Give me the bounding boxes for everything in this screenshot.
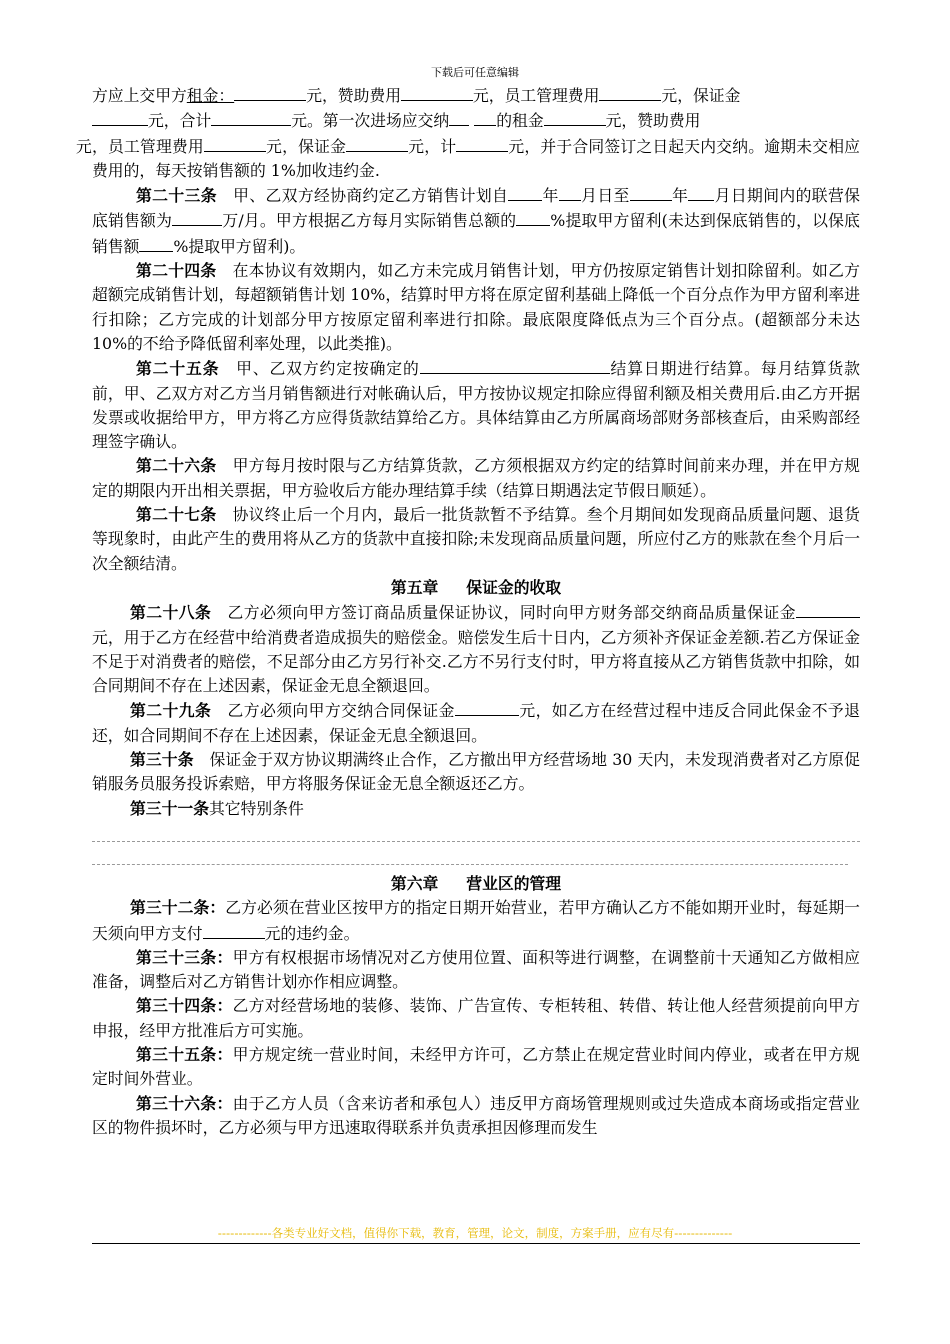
blank-field[interactable]: [234, 83, 306, 101]
blank-field[interactable]: [455, 698, 519, 716]
blank-field[interactable]: [630, 183, 672, 201]
blank-field[interactable]: [204, 134, 266, 152]
blank-field[interactable]: [544, 108, 606, 126]
blank-field[interactable]: [599, 83, 661, 101]
blank-field[interactable]: [211, 108, 291, 126]
blank-field[interactable]: [516, 208, 550, 226]
blank-field[interactable]: [559, 183, 581, 201]
article-24: 第二十四条 在本协议有效期内，如乙方未完成月销售计划，甲方仍按原定销售计划扣除留利。如乙方超额完成销售计划，每超额销售计划 10%，结算时甲方将在原定留利基础上降低一个百分点作为甲方留利率进行扣除；乙方完成的计划部分甲方按原定留利率进行扣除。最底限度降低点为三个百分点。(超额部分未达 10%的不给予降低留利率处理，以此类推)。: [92, 261, 860, 353]
page-header: 下载后可任意编辑: [431, 66, 519, 79]
article-30: 第三十条 保证金于双方协议期满终止合作，乙方撤出甲方经营场地 30 天内，未发现消费者对乙方原促销服务员服务投诉索赔，甲方将服务保证金无息全额返还乙方。: [92, 750, 860, 794]
blank-field[interactable]: [172, 208, 222, 226]
article-36: 第三十六条：由于乙方人员（含来访者和承包人）违反甲方商场管理规则或过失造成本商场或指定营业区的物件损坏时，乙方必须与甲方迅速取得联系并负责承担因修理而发生: [92, 1093, 860, 1137]
chapter-6-heading: 第六章 营业区的管理: [390, 873, 562, 893]
article-32: 第三十二条：乙方必须在营业区按甲方的指定日期开始营业，若甲方确认乙方不能如期开业时，每延期一天须向甲方支付 元的违约金。: [92, 898, 860, 943]
article-27: 第二十七条 协议终止后一个月内，最后一批货款暂不予结算。叁个月期间如发现商品质量问题、退货等现象时，由此产生的费用将从乙方的货款中直接扣除;未发现商品质量问题，所应付乙方的账款在叁个月后一次全额结清。: [92, 505, 860, 573]
article-33: 第三十三条：甲方有权根据市场情况对乙方使用位置、面积等进行调整，在调整前十天通知乙方做相应准备，调整后对乙方销售计划亦作相应调整。: [92, 947, 860, 992]
blank-field[interactable]: [420, 356, 610, 374]
blank-field[interactable]: [92, 108, 148, 126]
article-31: 第三十一条其它特别条件: [130, 798, 304, 818]
document-body: [76, 83, 860, 1140]
blank-field[interactable]: [474, 108, 496, 126]
article-29: 第二十九条 乙方必须向甲方交纳合同保证金 元，如乙方在经营过程中违反合同此保金不予退还，如合同期间不存在上述因素，保证金无息全额退回。: [92, 698, 860, 748]
blank-field[interactable]: [796, 600, 860, 618]
blank-field[interactable]: [449, 108, 469, 126]
blank-field[interactable]: [346, 134, 408, 152]
paragraph-fees: 方应上交甲方租金： 元，赞助费用 元，员工管理费用 元，保证金 元，合计 元。第一次进场应交纳 的租金 元，赞助费用 元，员工管理费用 元，保证金 元，计 元，并于合同签订之日起天内交纳。逾期未交相应费用的，每天按销售额的 1%加收违约金.: [92, 83, 860, 183]
blank-field[interactable]: [456, 134, 508, 152]
article-28: 第二十八条 乙方必须向甲方签订商品质量保证协议，同时向甲方财务部交纳商品质量保证金元，用于乙方在经营中给消费者造成损失的赔偿金。赔偿发生后十日内，乙方须补齐保证金差额.若乙方保证金不足于对消费者的赔偿，不足部分由乙方另行补交.乙方不另行支付时，甲方将直接从乙方销售货款中扣除，如合同期间不存在上述因素，保证金无息全额退回。: [92, 600, 860, 698]
blank-field[interactable]: [401, 83, 473, 101]
page-footer: -------------各类专业好文档，值得你下载，教育，管理，论文，制度，方案手册，应有尽有--------------: [217, 1226, 733, 1240]
blank-field[interactable]: [688, 183, 714, 201]
article-23: 第二十三条 甲、乙双方经协商约定乙方销售计划自 年 月日至 年 月日期间内的联营保底销售额为 万/月。甲方根据乙方每月实际销售总额的 %提取甲方留利(未达到保底销售的，以保底销售额 %提取甲方留利)。: [92, 183, 860, 259]
blank-field[interactable]: [203, 921, 265, 939]
chapter-5-heading: 第五章 保证金的收取: [390, 577, 562, 597]
article-34: 第三十四条：乙方对经营场地的装修、装饰、广告宣传、专柜转租、转借、转让他人经营须提前向甲方申报，经甲方批准后方可实施。: [92, 996, 860, 1040]
footer-rule: [92, 1243, 860, 1244]
blank-field[interactable]: [139, 234, 173, 252]
article-35: 第三十五条：甲方规定统一营业时间，未经甲方许可，乙方禁止在规定营业时间内停业，或者在甲方规定时间外营业。: [92, 1044, 860, 1089]
blank-field[interactable]: [508, 183, 542, 201]
article-25: 第二十五条 甲、乙双方约定按确定的 结算日期进行结算。每月结算货款前，甲、乙双方对乙方当月销售额进行对帐确认后，甲方按协议规定扣除应得留利额及相关费用后.由乙方开据发票或收据给甲方，甲方将乙方应得货款结算给乙方。具体结算由乙方所属商场部财务部核查后，由采购部经理签字确认。: [92, 356, 860, 454]
article-26: 第二十六条 甲方每月按时限与乙方结算货款，乙方须根据双方约定的结算时间前来办理，并在甲方规定的期限内开出相关票据，甲方验收后方能办理结算手续（结算日期遇法定节假日顺延）。: [92, 456, 860, 500]
